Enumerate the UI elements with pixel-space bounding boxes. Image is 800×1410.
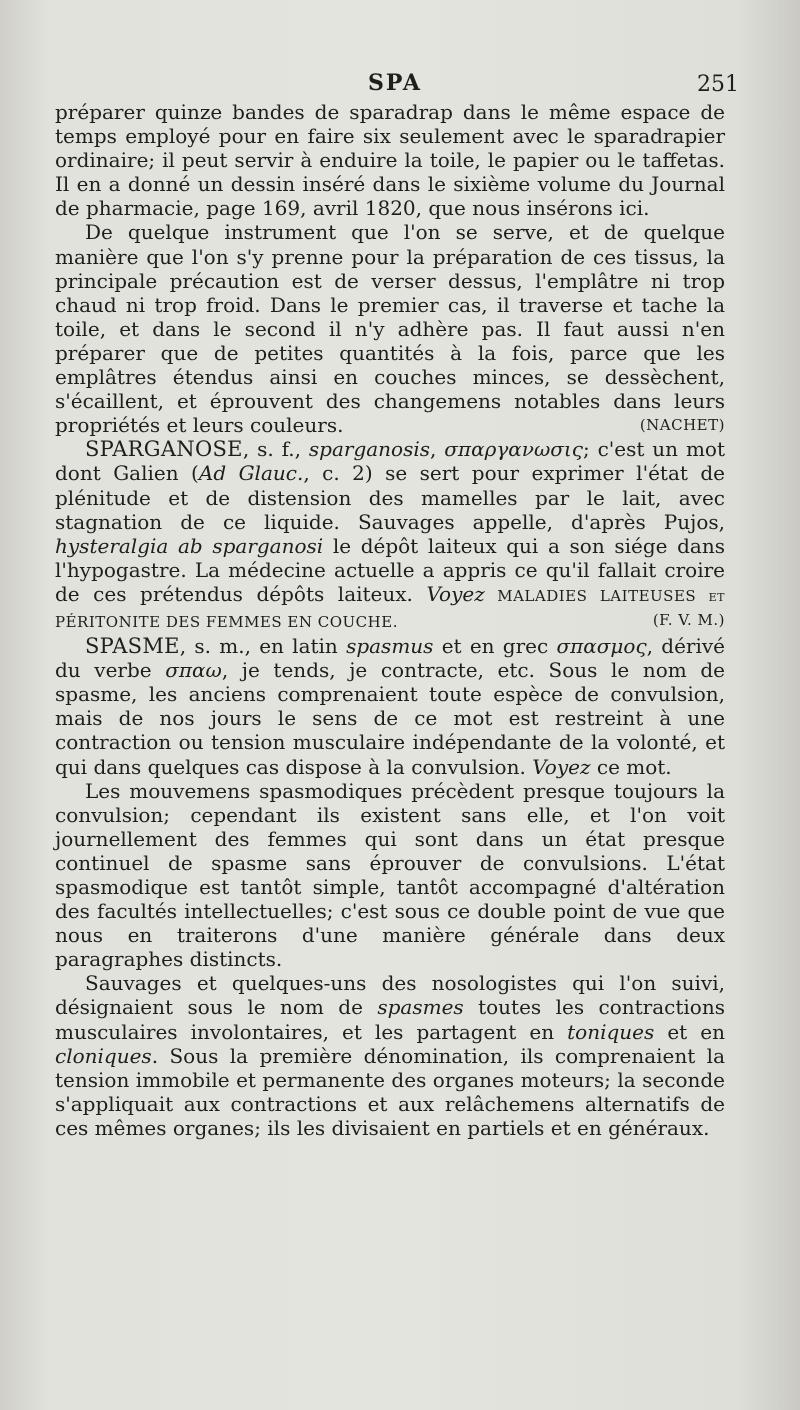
sparganose-gram: , s. f.,: [242, 437, 309, 462]
spasme-voyez: Voyez: [532, 754, 591, 779]
sauvages-cloniques: cloniques: [55, 1043, 152, 1068]
paragraph-instrument: [55, 220, 725, 437]
sparganose-greek: σπαργανωσις: [444, 437, 583, 462]
sparganose-ref: Ad Glauc.: [198, 461, 304, 486]
paragraph-instrument-text: De quelque instrument que l'on se serve, et de quelque manière que l'on s'y prenne pour la préparation de ces tissus, la principale précaution est de verser dessus, l'emplâtre ni trop chaud ni trop froid. Dans le premier cas, il traverse et tache la toile, et dans le second il n'y adhère pas. Il faut aussi n'en préparer que de petites quantités à la fois, parce que les emplâtres étendus ainsi en couches minces, se dessèchent, s'écaillent, et éprouvent des changemens notables dans leurs propriétés et leurs couleurs.: [55, 220, 725, 438]
paragraph-sauvages: [55, 971, 725, 1140]
body-text: [55, 100, 725, 1140]
sauvages-spasmes: spasmes: [377, 995, 464, 1020]
spasme-gram: , s. m., en latin: [179, 634, 347, 659]
spasme-body-1: et en grec: [433, 634, 557, 659]
sauvages-toniques: toniques: [567, 1019, 655, 1044]
spasme-greek: σπασμος: [556, 634, 647, 659]
page-number: 251: [697, 72, 739, 97]
sparganose-latin: sparganosis: [308, 437, 431, 462]
page-header: [55, 68, 739, 104]
spasme-greek-verb: σπαω: [165, 658, 222, 683]
sparganose-voyez: Voyez: [426, 581, 485, 606]
sauvages-part-1: Sauvages et quelques-uns des nosologistes qui l'on suivi, désignaient sous le nom de: [55, 971, 725, 1020]
sparganose-crossref: MALADIES LAITEUSES et PÉRITONITE DES FEMMES EN COUCHE.: [55, 586, 725, 631]
spasme-body-3: , je tends, je contracte, etc. Sous le nom de spasme, les anciens comprenaient toute espèce de convulsion, mais de nos jours le sens de ce mot est restreint à une contraction ou tension musculaire indépendante de la volonté, et qui dans quelques cas dispose à la convulsion.: [55, 658, 725, 779]
headword-spasme: SPASME: [85, 634, 180, 659]
entry-spasme: [55, 634, 725, 779]
headword-sparganose: SPARGANOSE: [85, 437, 243, 462]
sparganose-body-1: ; c'est un mot dont Galien (: [55, 437, 725, 486]
sparganose-body-2: , c. 2) se sert pour exprimer l'état de plénitude et de distension des mamelles par le lait, avec stagnation de ce liquide. Sauvages appelle, d'après Pujos,: [55, 461, 725, 534]
paragraph-mouvemens: Les mouvemens spasmodiques précèdent presque toujours la convulsion; cependant ils existent sans elle, et l'on voit journellement des femmes qui sont dans un état presque continuel de spasme sans éprouver de convulsions. L'état spasmodique est tantôt simple, tantôt accompagné d'altération des facultés intellectuelles; c'est sous ce double point de vue que nous en traiterons d'une manière générale dans deux paragraphes distincts.: [55, 778, 725, 972]
sauvages-part-3: et en: [654, 1019, 725, 1044]
spasme-body-2: , dérivé du verbe: [55, 634, 725, 683]
author-signature-nachet: (NACHET): [639, 416, 725, 435]
spasme-latin: spasmus: [346, 634, 434, 659]
spasme-body-4: ce mot.: [590, 754, 672, 779]
author-signature-fvm: (F. V. M.): [652, 610, 725, 629]
sparganose-latin-2: hysteralgia ab sparganosi: [55, 533, 324, 558]
paragraph-continuation: préparer quinze bandes de sparadrap dans le même espace de temps employé pour en faire six seulement avec le sparadrapier ordinaire; il peut servir à enduire la toile, le papier ou le taffetas. Il en a donné un dessin inséré dans le sixième volume du Journal de pharmacie, page 169, avril 1820, que nous insérons ici.: [55, 100, 725, 221]
entry-sparganose: SPARGANOSE, s. f., sparganosis, σπαργανωσις; c'est un mot dont Galien (Ad Glauc., c. 2) se sert pour exprimer l'état de plénitude et de distension des mamelles par le lait, avec stagnation de ce liquide. Sauvages appelle, d'après Pujos, hysteralgia ab sparganosi le dépôt laiteux qui a son siége dans l'hypogastre. La médecine actuelle a appris ce qu'il fallait croire de ces prétendus dépôts laiteux. Voyez MALADIES LAITEUSES et PÉRITONITE DES FEMMES EN COUCHE. (F. V. M.): [55, 437, 725, 631]
sauvages-part-4: . Sous la première dénomination, ils comprenaient la tension immobile et permanente des organes moteurs; la seconde s'appliquait aux contractions et aux relâchemens alternatifs de ces mêmes organes; ils les divisaient en partiels et en généraux.: [55, 1043, 725, 1140]
sparganose-body-3: le dépôt laiteux qui a son siége dans l'hypogastre. La médecine actuelle a appris ce qu'il fallait croire de ces prétendus dépôts laiteux.: [55, 533, 725, 606]
sauvages-part-2: toutes les contractions musculaires involontaires, et les partagent en: [55, 995, 725, 1044]
running-head: SPA: [368, 70, 422, 96]
